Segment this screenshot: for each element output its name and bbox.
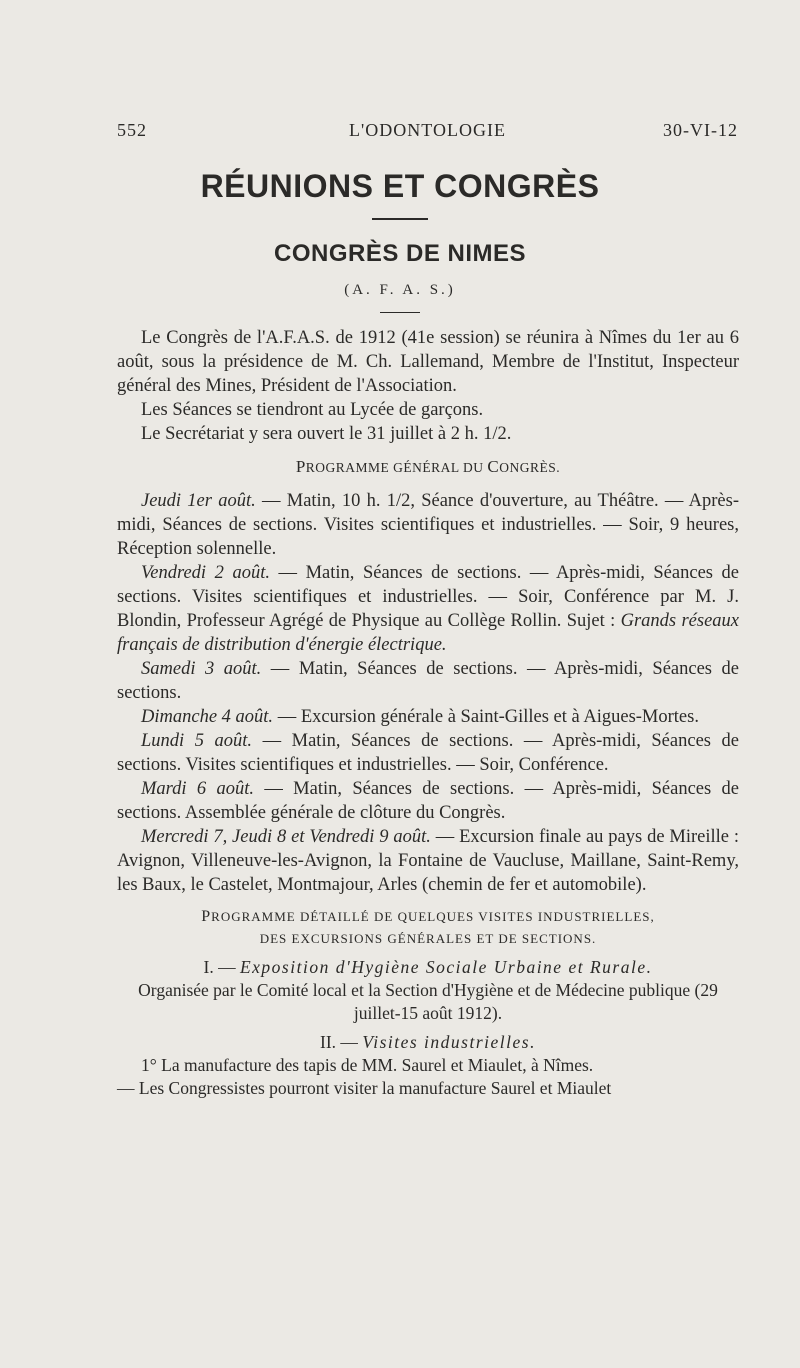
section-subtitle: (A. F. A. S.) bbox=[344, 282, 456, 298]
intro-paragraph: Le Congrès de l'A.F.A.S. de 1912 (41e session) se réunira à Nîmes du 1er au 6 août, sous la présidence de M. Ch. Lallemand, Membre de l'Institut, Inspecteur général des Mines, Président de l'Association. bbox=[117, 328, 739, 396]
issue-date: 30-VI-12 bbox=[663, 120, 738, 140]
section-2-item: 1° La manufacture des tapis de MM. Saurel et Miaulet, à Nîmes. bbox=[141, 1055, 594, 1075]
day-entry: Vendredi 2 août. — Matin, Séances de sections. — Après-midi, Séances de sections. Visites scientifiques et industrielles. — Soir, Conférence par M. J. Blondin, Professeur Agrégé de Physique au Collège Rollin. Sujet : Grands réseaux français de distribution d'énergie électrique. bbox=[117, 563, 740, 655]
page-title: RÉUNIONS ET CONGRÈS bbox=[200, 168, 600, 204]
detail-heading: PROGRAMME DÉTAILLÉ DE QUELQUES VISITES INDUSTRIELLES, DES EXCURSIONS GÉNÉRALES ET DE SECTIONS. bbox=[201, 908, 655, 946]
conference-subject: Grands réseaux français de distribution d'énergie électrique. bbox=[117, 611, 739, 655]
section-2-heading: II. — Visites industrielles. bbox=[320, 1032, 536, 1052]
day-label: Dimanche 4 août. bbox=[141, 707, 274, 727]
day-label: Mardi 6 août. bbox=[141, 779, 254, 799]
intro-paragraph: Les Séances se tiendront au Lycée de garçons. bbox=[141, 400, 484, 420]
intro-paragraph: Le Secrétariat y sera ouvert le 31 juillet à 2 h. 1/2. bbox=[141, 424, 512, 444]
section-1-text: Organisée par le Comité local et la Section d'Hygiène et de Médecine publique (29 juillet-15 août 1912). bbox=[138, 980, 718, 1023]
day-label: Lundi 5 août. bbox=[141, 731, 253, 751]
subtitle-divider bbox=[380, 312, 420, 313]
day-label: Samedi 3 août. bbox=[141, 659, 262, 679]
day-entry: Dimanche 4 août. — Excursion générale à Saint-Gilles et à Aigues-Mortes. bbox=[141, 707, 699, 727]
day-label: Mercredi 7, Jeudi 8 et Vendredi 9 août. bbox=[141, 827, 431, 847]
section-2-item: — Les Congressistes pourront visiter la manufacture Saurel et Miaulet bbox=[117, 1078, 612, 1098]
page-number: 552 bbox=[117, 120, 147, 140]
running-header bbox=[117, 120, 738, 144]
section-title: CONGRÈS DE NIMES bbox=[273, 240, 527, 267]
title-divider bbox=[372, 218, 428, 220]
day-label: Jeudi 1er août. bbox=[141, 491, 256, 511]
day-label: Vendredi 2 août. bbox=[141, 563, 270, 583]
day-entry: Samedi 3 août. — Matin, Séances de sections. — Après-midi, Séances de sections. bbox=[117, 659, 739, 703]
day-entry: Lundi 5 août. — Matin, Séances de sections. — Après-midi, Séances de sections. Visites scientifiques et industrielles. — Soir, Conférence. bbox=[117, 731, 739, 775]
day-entry: Mardi 6 août. — Matin, Séances de sections. — Après-midi, Séances de sections. Assemblée générale de clôture du Congrès. bbox=[117, 779, 739, 823]
day-entry: Mercredi 7, Jeudi 8 et Vendredi 9 août. — Excursion finale au pays de Mireille : Avignon, Villeneuve-les-Avignon, la Fontaine de Vaucluse, Maillane, Saint-Remy, les Baux, le Castelet, Montmajour, Arles (chemin de fer et automobile). bbox=[117, 827, 739, 895]
programme-heading: PROGRAMME GÉNÉRAL DU CONGRÈS. bbox=[295, 457, 561, 476]
article-body bbox=[117, 326, 739, 1100]
journal-title: L'ODONTOLOGIE bbox=[349, 120, 506, 140]
section-1-heading: I. — Exposition d'Hygiène Sociale Urbaine et Rurale. bbox=[203, 957, 653, 977]
day-entry: Jeudi 1er août. — Matin, 10 h. 1/2, Séance d'ouverture, au Théâtre. — Après-midi, Séances de sections. Visites scientifiques et industrielles. — Soir, 9 heures, Réception solennelle. bbox=[117, 491, 739, 559]
